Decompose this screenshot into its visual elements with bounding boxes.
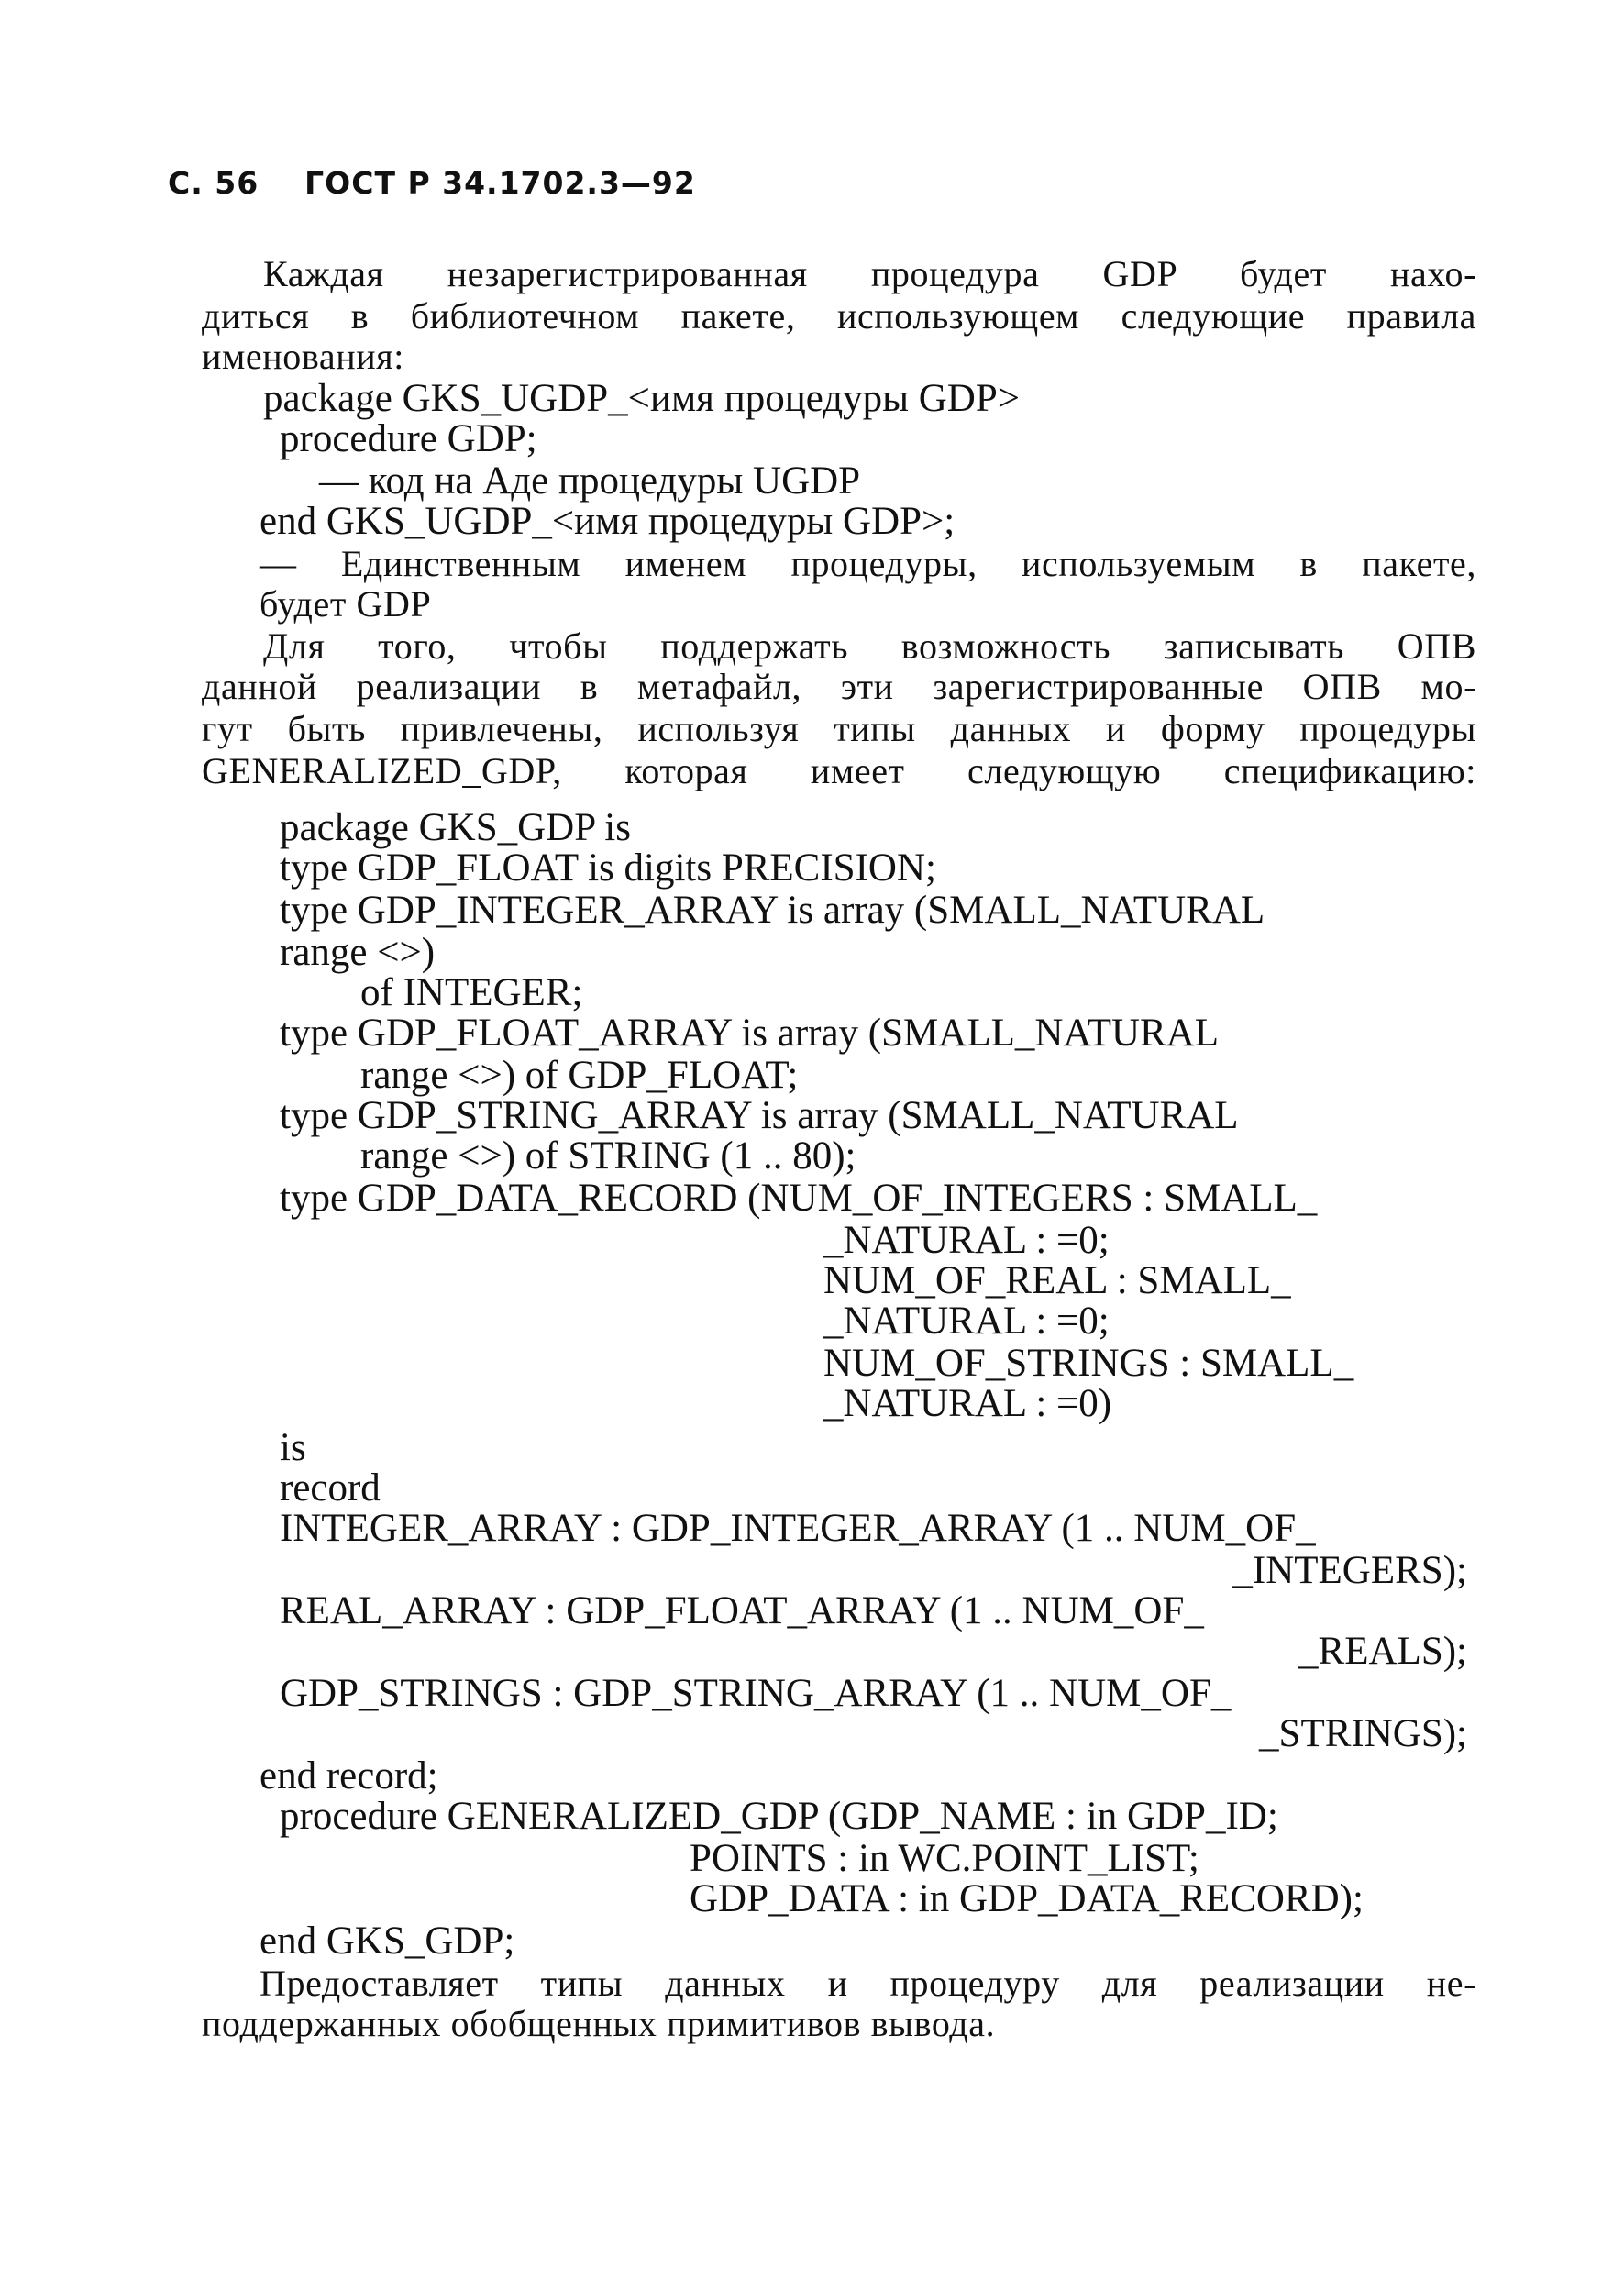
code-line: range <>) xyxy=(280,931,436,974)
code-line: _NATURAL : =0; xyxy=(823,1300,1110,1343)
code-line: type GDP_FLOAT_ARRAY is array (SMALL_NATURAL xyxy=(280,1012,1220,1055)
code-line: — код на Аде процедуры UGDP xyxy=(319,459,861,503)
code-line: INTEGER_ARRAY : GDP_INTEGER_ARRAY (1 .. NUM_OF_ xyxy=(280,1507,1316,1550)
standard-designation: ГОСТ Р 34.1702.3—92 xyxy=(304,165,696,201)
code-line: GDP_STRINGS : GDP_STRING_ARRAY (1 .. NUM_OF_ xyxy=(280,1672,1232,1715)
code-line: type GDP_STRING_ARRAY is array (SMALL_NATURAL xyxy=(280,1094,1239,1137)
code-line: type GDP_INTEGER_ARRAY is array (SMALL_NATURAL xyxy=(280,889,1265,932)
text-line: поддержанных обобщенных примитивов вывода. xyxy=(202,2003,996,2044)
code-line: GDP_DATA : in GDP_DATA_RECORD); xyxy=(690,1877,1364,1920)
text-line: Предоставляет типы данных и процедуру для реализации не- xyxy=(260,1963,1476,2004)
code-line: end GKS_GDP; xyxy=(260,1919,515,1963)
code-line: package GKS_UGDP_<имя процедуры GDP> xyxy=(263,377,1021,420)
code-line: end record; xyxy=(260,1754,438,1798)
code-line: package GKS_GDP is xyxy=(280,806,631,849)
text-line: Каждая незарегистрированная процедура GDP будет нахо- xyxy=(263,253,1476,294)
code-line: of INTEGER; xyxy=(360,971,583,1014)
text-line: — Единственным именем процедуры, используемым в пакете, xyxy=(260,543,1476,584)
code-line: record xyxy=(280,1466,381,1510)
code-line: range <>) of GDP_FLOAT; xyxy=(360,1054,799,1097)
code-line: end GKS_UGDP_<имя процедуры GDP>; xyxy=(260,500,956,543)
text-line: именования: xyxy=(202,336,404,377)
code-line: _STRINGS); xyxy=(1259,1712,1467,1755)
page-number: С. 56 xyxy=(168,165,260,201)
code-line: NUM_OF_REAL : SMALL_ xyxy=(823,1259,1291,1302)
code-line: POINTS : in WC.POINT_LIST; xyxy=(690,1837,1199,1880)
code-line: _REALS); xyxy=(1298,1630,1467,1673)
text-line: данной реализации в метафайл, эти зарегистрированные ОПВ мо- xyxy=(202,666,1476,707)
code-line: type GDP_DATA_RECORD (NUM_OF_INTEGERS : SMALL_ xyxy=(280,1177,1318,1220)
code-line: range <>) of STRING (1 .. 80); xyxy=(360,1134,856,1178)
text-line: будет GDP xyxy=(260,583,432,625)
code-line: _INTEGERS); xyxy=(1232,1549,1467,1592)
text-line: диться в библиотечном пакете, использующем следующие правила xyxy=(202,295,1476,337)
code-line: REAL_ARRAY : GDP_FLOAT_ARRAY (1 .. NUM_OF_ xyxy=(280,1589,1204,1632)
code-line: type GDP_FLOAT is digits PRECISION; xyxy=(280,846,936,890)
text-line: гут быть привлечены, используя типы данных и форму процедуры xyxy=(202,708,1476,749)
code-line: procedure GENERALIZED_GDP (GDP_NAME : in GDP_ID; xyxy=(280,1795,1278,1838)
code-line: is xyxy=(280,1426,306,1469)
code-line: procedure GDP; xyxy=(280,417,537,460)
text-line: Для того, чтобы поддержать возможность записывать ОПВ xyxy=(263,625,1476,667)
page-header xyxy=(168,165,696,201)
code-line: NUM_OF_STRINGS : SMALL_ xyxy=(823,1342,1354,1385)
code-line: _NATURAL : =0) xyxy=(823,1382,1112,1425)
code-line: _NATURAL : =0; xyxy=(823,1219,1110,1262)
text-line: GENERALIZED_GDP, которая имеет следующую спецификацию: xyxy=(202,750,1476,791)
